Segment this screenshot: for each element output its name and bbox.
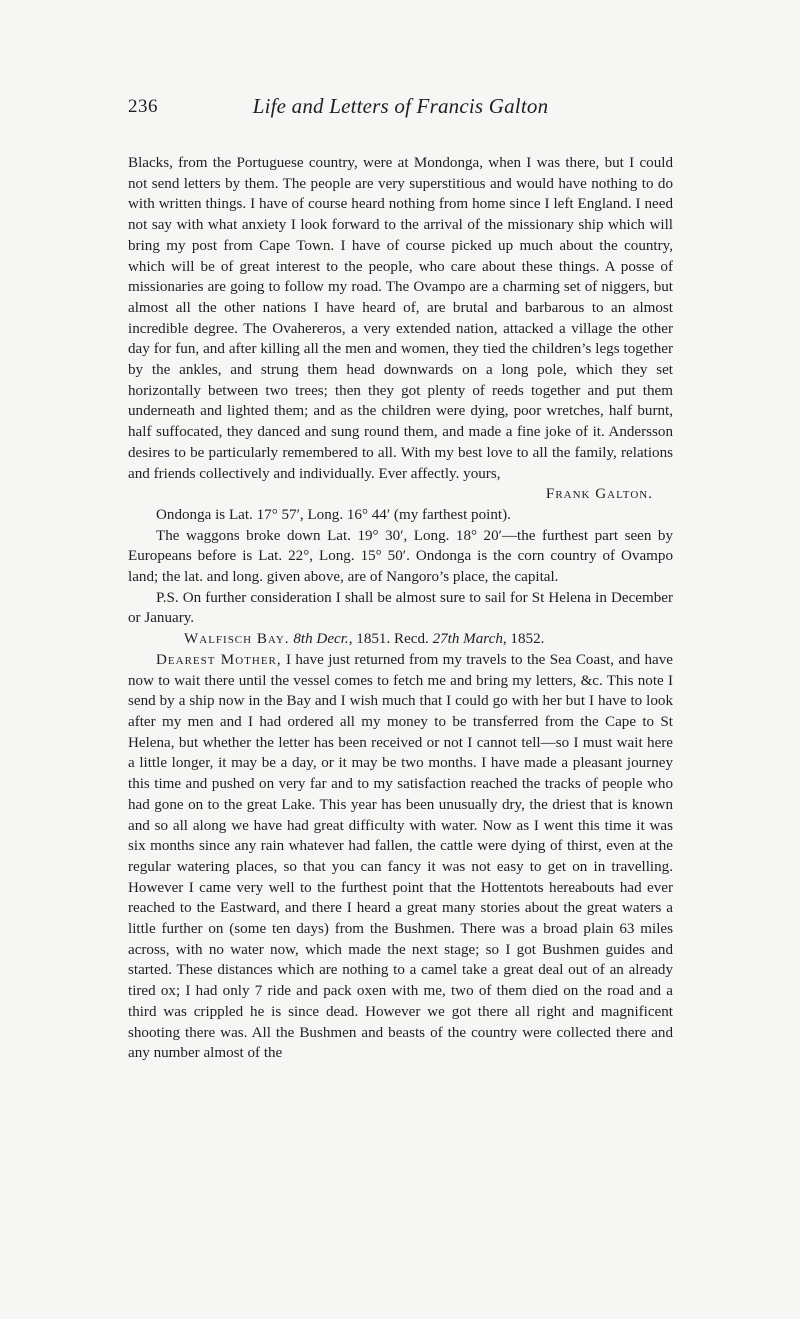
dateline-year-received: , 1852. — [502, 631, 545, 648]
salutation: Dearest Mother, — [156, 651, 282, 668]
running-title: Life and Letters of Francis Galton — [252, 94, 549, 118]
running-head — [128, 96, 673, 126]
dateline-date-written: 8th Decr. — [293, 631, 349, 648]
letter-dateline — [128, 629, 673, 650]
page-number: 236 — [128, 96, 158, 117]
dateline-date-received: 27th March — [432, 631, 503, 648]
letter-paragraph: Blacks, from the Portuguese country, were at Mondonga, when I was there, but I could not send letters by them. The people are very superstitious and would have nothing to do with written things. I have of course heard nothing from home since I left England. I need not say with what anxiety I look forward to the arrival of the missionary ship which will bring my post from Cape Town. I have of course picked up much about the country, which will be of great interest to the people, who care about these things. A posse of missionaries are going to follow my road. The Ovampo are a charming set of niggers, but almost all the other nations I have heard of, are brutal and barbarous to an almost incredible degree. The Ovahereros, a very extended nation, attacked a village the other day for fun, and after killing all the men and women, they tied the children’s legs together by the ankles, and strung them head downwards on a long pole, which they set horizontally between two trees; then they got plenty of reeds together and put them underneath and lighted them; and as the children were dying, poor wretches, half burnt, half suffocated, they danced and sung round them, and made a fine joke of it. Andersson desires to be particularly remembered to all. With my best love to all the family, relations and friends collectively and individually. Ever affectly. yours, — [128, 155, 673, 482]
letter-paragraph-2 — [128, 650, 673, 1064]
letter-signature: Frank Galton. — [545, 486, 653, 503]
footnote-location: Ondonga is Lat. 17° 57′, Long. 16° 44′ (my farthest point). — [156, 506, 511, 523]
postscript: P.S. On further consideration I shall be almost sure to sail for St Helena in December or January. — [128, 589, 673, 627]
letter-body-2: I have just returned from my travels to the Sea Coast, and have now to wait there until the vessel comes to fetch me and bring my letters, &c. This note I send by a ship now in the Bay and I wish much that I could go with her but I have to look after my men and I had ordered all my money to be transferred from the Cape to St Helena, but whether the letter has been received or not I cannot tell—so I must wait here a little longer, it may be a day, or it may be two months. I have made a pleasant journey this time and pushed on very far and to my satisfaction reached the tracks of people who had gone on to the great Lake. This year has been unusually dry, the driest that is known and so all along we have had great difficulty with water. Now as I went this time it was six months since any rain whatever had fallen, the cattle were dying of thirst, even at the regular watering places, so that you can fancy it was not easy to get on in travelling. However I came very well to the furthest point that the Hottentots hereabouts had ever reached to the Eastward, and there I heard a great many stories about the great waters a little further on (some ten days) from the Bushmen. There was a broad plain 63 miles across, with no water now, which made the next stage; so I got Bushmen guides and started. These distances which are nothing to a camel take a great deal out of an already tired ox; I had only 7 ride and pack oxen with me, two of them died on the road and a third was crippled he is since dead. However we got there all right and magnificent shooting there was. All the Bushmen and beasts of the country were collected there and any number almost of the — [128, 651, 673, 1062]
dateline-place: Walfisch Bay. — [184, 631, 290, 648]
footnote-waggons: The waggons broke down Lat. 19° 30′, Long. 18° 20′—the furthest part seen by Europeans before is Lat. 22°, Long. 15° 50′. Ondonga is the corn country of Ovampo land; the lat. and long. given above, are of Nangoro’s place, the capital. — [128, 527, 673, 586]
dateline-year-written: , 1851. Recd. — [348, 631, 429, 648]
page-body — [128, 153, 673, 1064]
